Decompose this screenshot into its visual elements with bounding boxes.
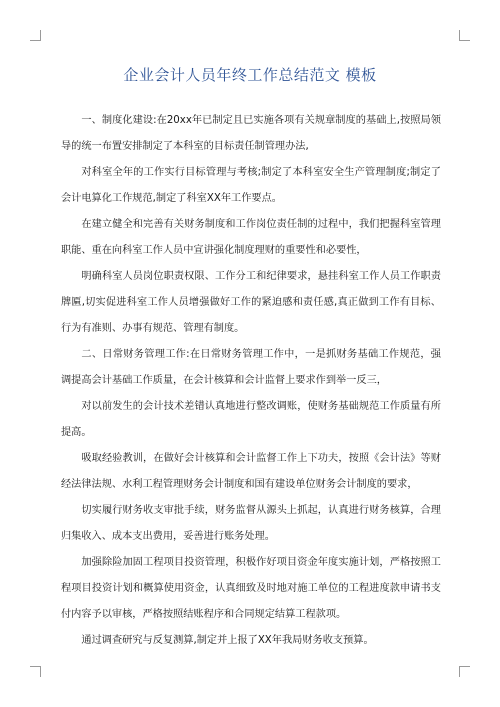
crop-mark-top-right (459, 30, 470, 41)
document-title: 企业会计人员年终工作总结范文 模板 (123, 66, 377, 84)
paragraph: 对以前发生的会计技术差错认真地进行整改调账，使财务基础规范工作质量有所提高。 (61, 401, 441, 438)
crop-mark-bottom-right (459, 666, 470, 677)
paragraph: 吸取经验教训，在做好会计核算和会计监督工作上下功夫，按照《会计法》等财经法律法规、水利工程管理财务会计制度和国有建设单位财务会计制度的要求， (61, 453, 441, 490)
paragraph: 明确科室人员岗位职责权限、工作分工和纪律要求，悬挂科室工作人员工作职责牌匾,切实促进科室工作人员增强做好工作的紧迫感和责任感,真正做到工作有目标、行为有准则、办事有规范、管理有制度。 (61, 271, 441, 334)
crop-mark-bottom-left (30, 666, 41, 677)
crop-mark-top-left (30, 30, 41, 41)
paragraph: 二、日常财务管理工作:在日常财务管理工作中，一是抓财务基础工作规范，强调提高会计基础工作质量，在会计核算和会计监督上要求作到举一反三， (61, 349, 441, 386)
paragraph: 通过调查研究与反复测算,制定并上报了XX年我局财务收支预算。 (81, 635, 374, 646)
document-body (61, 108, 441, 654)
paragraph: 加强除险加固工程项目投资管理，积极作好项目资金年度实施计划，严格按照工程项目投资计划和概算使用资金，认真细致及时地对施工单位的工程进度款申请书支付内容予以审核，严格按照结账程序和合同规定结算工程款项。 (61, 557, 441, 620)
paragraph: 对科室全年的工作实行目标管理与考核;制定了本科室安全生产管理制度;制定了会计电算化工作规范,制定了科室XX年工作要点。 (61, 167, 441, 204)
paragraph: 一、制度化建设:在20xx年已制定且已实施各项有关规章制度的基础上,按照局领导的统一布置安排制定了本科室的目标责任制管理办法, (61, 115, 441, 152)
paragraph: 切实履行财务收支审批手续，财务监督从源头上抓起，认真进行财务核算，合理归集收入、成本支出费用，妥善进行账务处理。 (61, 505, 441, 542)
paragraph: 在建立健全和完善有关财务制度和工作岗位责任制的过程中，我们把握科室管理职能、重在向科室工作人员中宣讲强化制度理财的重要性和必要性， (61, 219, 441, 256)
